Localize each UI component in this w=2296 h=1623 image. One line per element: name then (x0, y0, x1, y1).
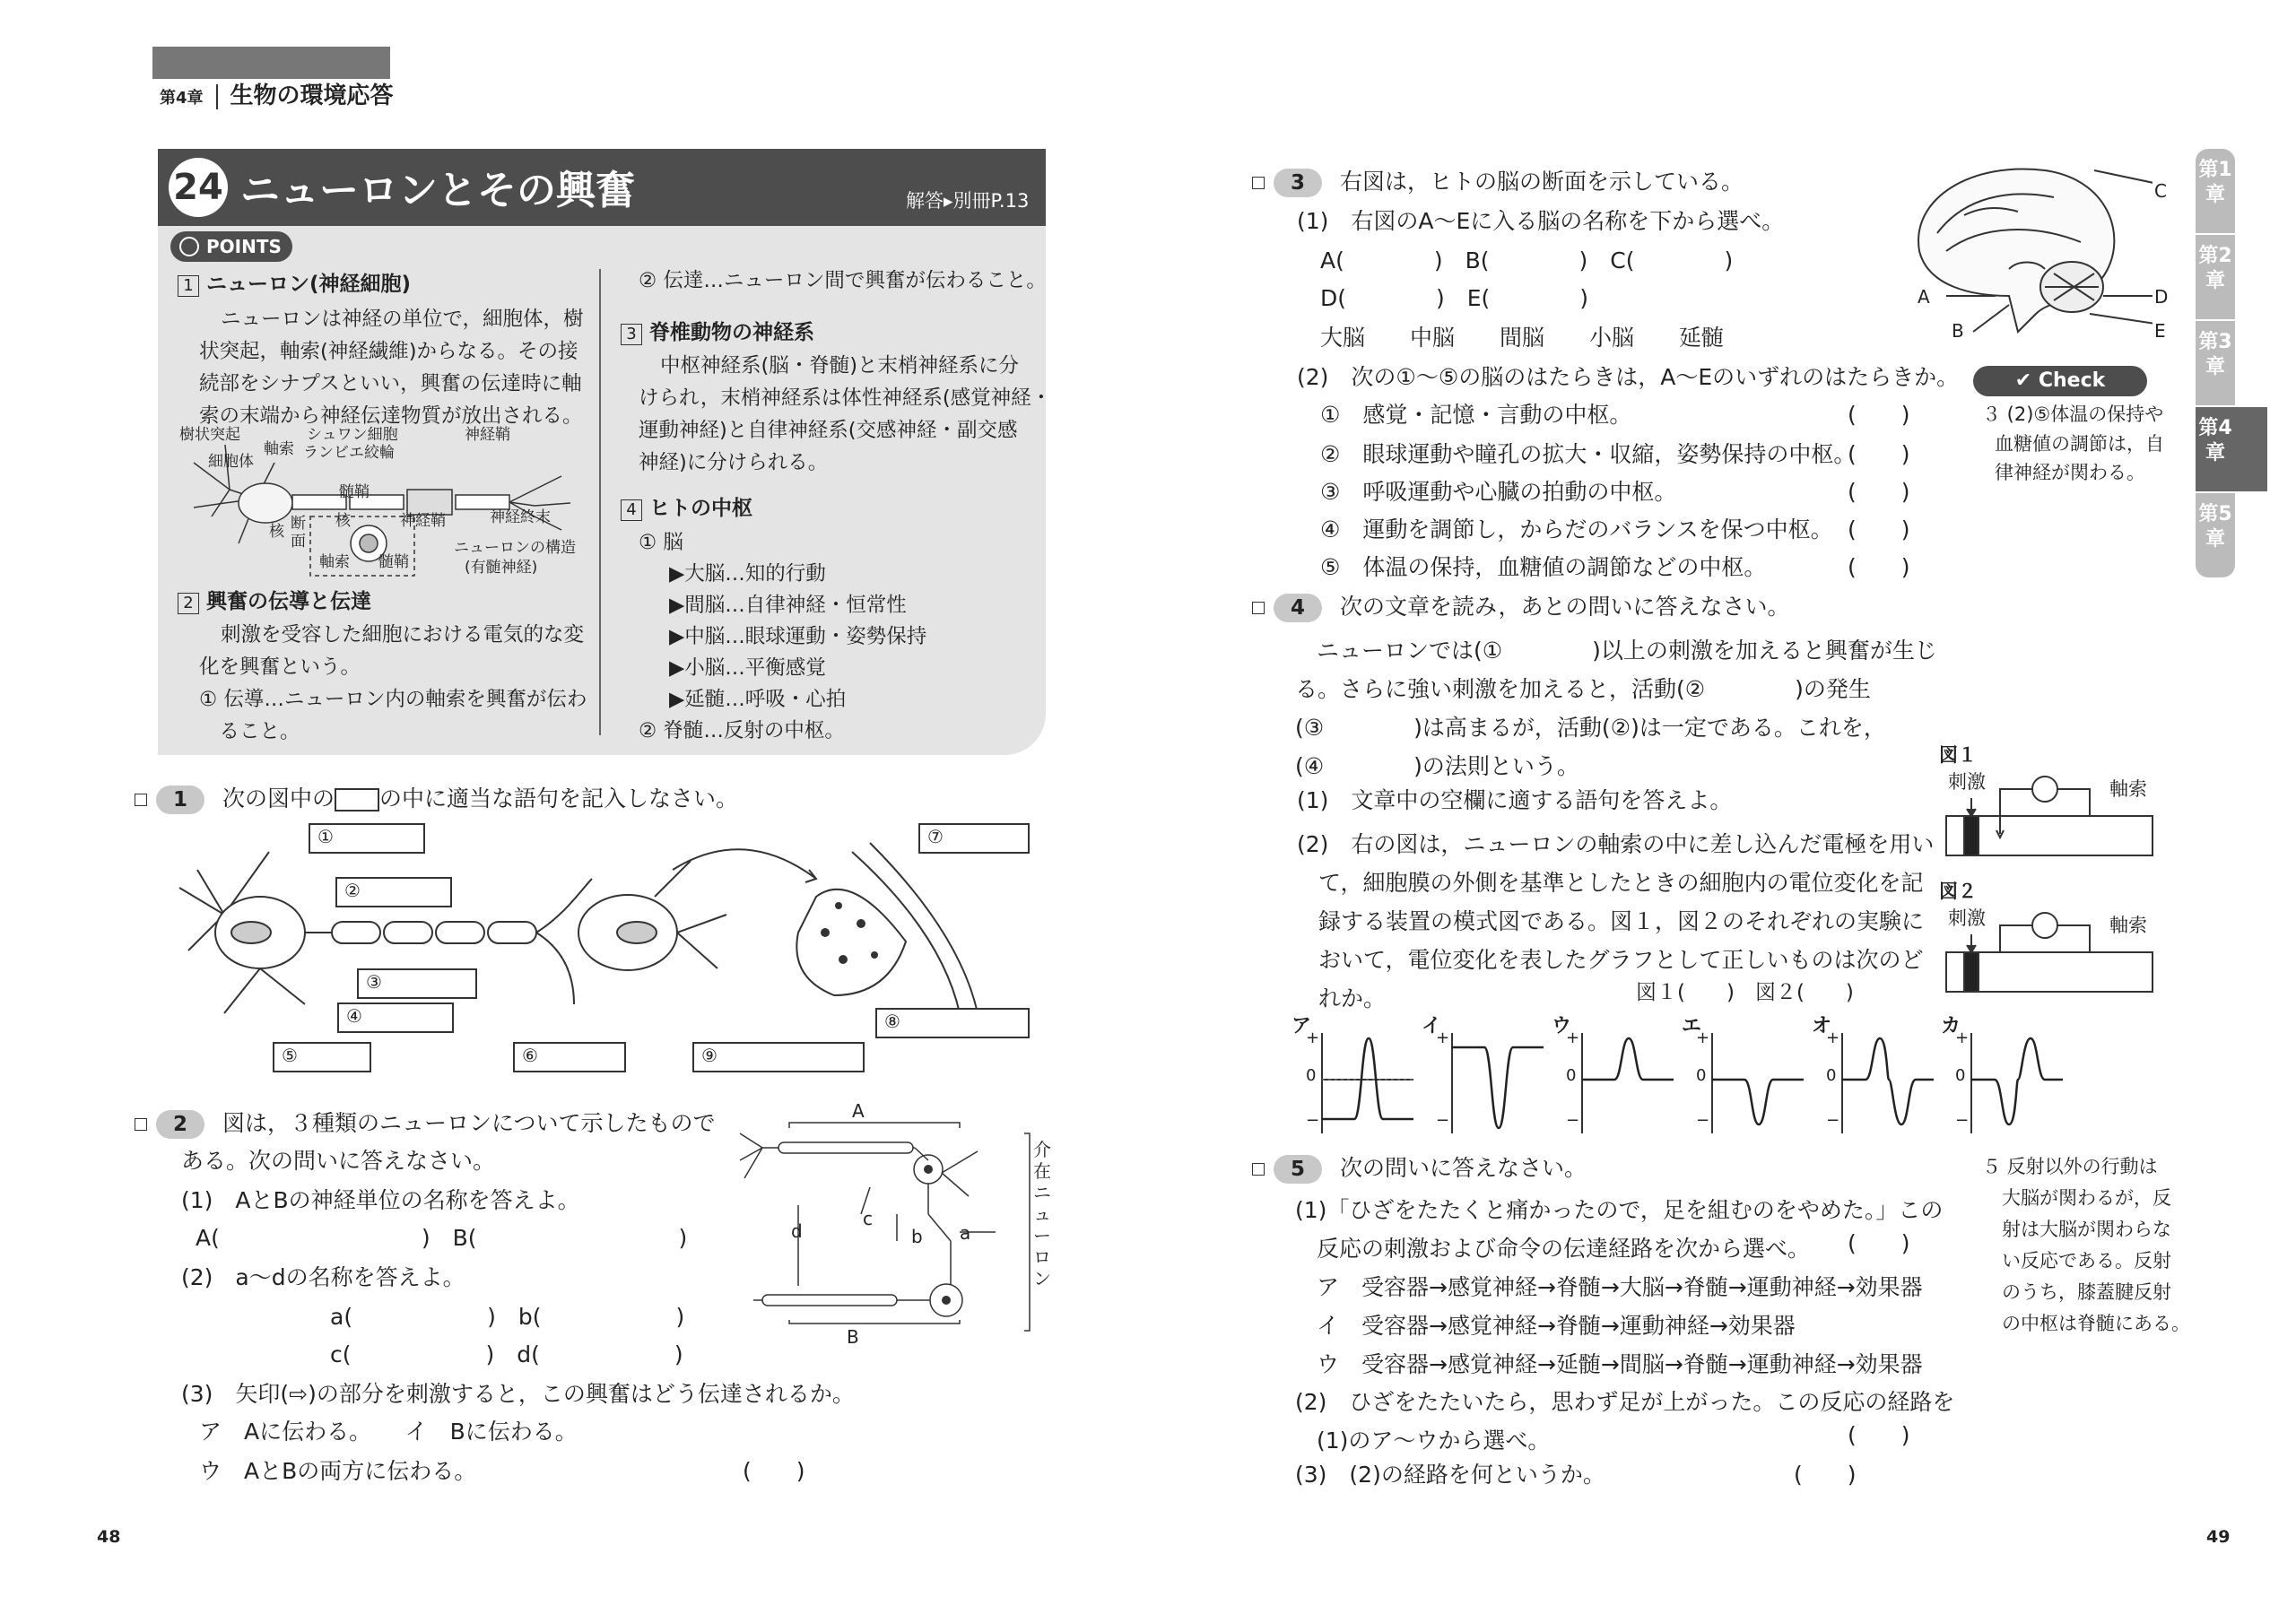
question-2-answer-2cd[interactable]: c( ) d( ) (330, 1341, 683, 1367)
question-5-sub-3: (3) (2)の経路を何というか。 (1295, 1462, 1605, 1488)
graph-o-curve (1839, 1029, 1937, 1137)
tab-chapter-2[interactable]: 第2章 (2196, 235, 2235, 319)
question-4-answer[interactable]: 図１( ) 図２( ) (1636, 981, 1854, 1004)
figure-2-apparatus (1937, 898, 2161, 997)
answer-box-1[interactable]: ① (309, 823, 425, 854)
question-5-sub-2: (2) ひざをたたいたら，思わず足が上がった。この反応の経路を (1)のア～ウから選べ。 (1295, 1389, 1955, 1454)
page-number-right: 49 (2206, 1527, 2231, 1547)
question-3-answer-row-2[interactable]: D( ) E( ) (1320, 285, 1589, 311)
question-2-answer-3[interactable]: ( ) (743, 1458, 805, 1484)
question-3-item-4: ④ 運動を調節し，からだのバランスを保つ中枢。 (1320, 516, 1833, 542)
tab-chapter-3[interactable]: 第3章 (2196, 321, 2235, 405)
graph-e-curve (1709, 1029, 1807, 1137)
question-3-item-5: ⑤ 体温の保持，血糖値の調節などの中枢。 (1320, 554, 1767, 580)
points-section-3-title: 3 脊椎動物の神経系 (621, 319, 814, 347)
question-3-choices: 大脳 中脳 間脳 小脳 延髄 (1320, 325, 1725, 351)
question-2-options-2: ウ AとBの両方に伝わる。 (199, 1458, 477, 1484)
three-neurons-diagram (735, 1115, 1040, 1345)
question-2-sub-1: (1) AとBの神経単位の名称を答えよ。 (181, 1187, 580, 1213)
points-section-4-title: 4 ヒトの中枢 (621, 495, 752, 523)
page-number-left: 48 (97, 1527, 121, 1547)
checkbox-icon (1252, 602, 1265, 614)
answer-box-3[interactable]: ③ (357, 968, 477, 999)
question-2-answer-2ab[interactable]: a( ) b( ) (330, 1304, 685, 1330)
question-2-sub-2: (2) a～dの名称を答えよ。 (181, 1264, 465, 1290)
checkbox-icon (135, 1118, 147, 1131)
question-3-sub-1: (1) 右図のA～Eに入る脳の名称を下から選べ。 (1297, 208, 1785, 234)
tab-chapter-5[interactable]: 第5章 (2196, 493, 2235, 577)
question-2-options-1: ア Aに伝わる。 イ Bに伝わる。 (199, 1419, 578, 1445)
question-3-answer-2[interactable]: ( ) (1848, 441, 1910, 467)
pencil-icon (179, 237, 199, 256)
question-2-answer-1[interactable]: A( ) B( ) (196, 1225, 688, 1251)
answer-reference: 解答▸別冊P.13 (906, 190, 1030, 212)
question-5-answer-3[interactable]: ( ) (1794, 1462, 1857, 1488)
question-3-item-1: ① 感覚・記憶・言動の中枢。 (1320, 402, 1632, 428)
question-5-answer-1[interactable]: ( ) (1848, 1230, 1910, 1256)
points-section-4-text: ① 脳 ▶大脳…知的行動 ▶間脳…自律神経・恒常性 ▶中脳…眼球運動・姿勢保持 ▶小脳…平衡感覚 ▶延髄…呼吸・心拍 ② 脊髄…反射の中枢。 (639, 531, 927, 742)
question-4-passage: ニューロンでは(① )以上の刺激を加えると興奮が生じ る。さらに強い刺激を加えると，活動(② )の発生 (③ )は高まるが，活動(②)は一定である。これを， (④ )の法則という。 (1295, 638, 1937, 779)
question-1-prompt: 1 次の図中の の中に適当な語句を記入しなさい。 (135, 784, 738, 814)
checkbox-icon (1252, 177, 1265, 189)
figure-2-stimulus: 刺激 (1948, 907, 1986, 929)
figure-2-axon: 軸索 (2109, 915, 2147, 936)
question-3-answer-row-1[interactable]: A( ) B( ) C( ) (1320, 247, 1734, 273)
points-divider (599, 269, 601, 735)
question-5-sub-1: (1)「ひざをたたくと痛かったので，足を組むのをやめた。」この 反応の刺激および命令の伝達経路を次から選べ。 (1295, 1197, 1944, 1262)
points-section-2-text: 刺激を受容した細胞における電気的な変 化を興奮という。 ① 伝導…ニューロン内の軸索を興奮が伝わ ること。 (199, 623, 587, 743)
points-section-1-title: 1 ニューロン(神経細胞) (178, 271, 411, 299)
figure-2-label: 図２ (1939, 881, 1977, 902)
graph-u-curve (1578, 1029, 1677, 1137)
points-section-1-text: ニューロンは神経の単位で，細胞体，樹 状突起，軸索(神経繊維)からなる。その接 続部をシナプスといい，興奮の伝達時に軸 索の末端から神経伝達物質が放出される。 (199, 308, 584, 428)
graph-i-curve (1448, 1029, 1547, 1137)
chapter-heading: 第4章 生物の環境応答 (160, 82, 394, 109)
question-3-item-3: ③ 呼吸運動や心臓の拍動の中枢。 (1320, 479, 1677, 505)
tab-chapter-4[interactable]: 第4章 (2196, 407, 2267, 491)
blank-box-icon (335, 788, 379, 812)
answer-box-6[interactable]: ⑥ (513, 1042, 626, 1072)
tab-chapter-1[interactable]: 第1章 (2196, 149, 2235, 233)
question-5-answer-2[interactable]: ( ) (1848, 1422, 1910, 1448)
question-3-sub-2: (2) 次の①～⑤の脳のはたらきは，A～Eのいずれのはたらきか。 (1297, 364, 1960, 390)
figure-1-label: 図１ (1939, 744, 1977, 766)
question-4-sub-2: (2) 右の図は，ニューロンの軸索の中に差し込んだ電極を用い て，細胞膜の外側を基準としたときの細胞内の電位変化を記 録する装置の模式図である。図１，図２のそれぞれの実験に おいて，電位変化を表したグラフとして正しいものは次のど れか。 (1297, 831, 1935, 1011)
lesson-title: ニューロンとその興奮 (240, 168, 635, 213)
check-icon: ✔ (2014, 369, 2039, 392)
figure-1-stimulus: 刺激 (1948, 771, 1986, 793)
figure-1-axon: 軸索 (2109, 778, 2147, 800)
answer-box-5[interactable]: ⑤ (273, 1042, 371, 1072)
check-note-3: ３ (2)⑤体温の保持や 血糖値の調節は，自 律神経が関わる。 (1982, 404, 2164, 484)
question-3-answer-1[interactable]: ( ) (1848, 402, 1910, 428)
chapter-bar (152, 47, 390, 79)
brain-section-diagram (1910, 161, 2152, 341)
question-3-answer-5[interactable]: ( ) (1848, 554, 1910, 580)
check-badge: ✔ Check (1973, 366, 2147, 396)
question-5-prompt: 5 次の問いに答えなさい。 (1252, 1153, 1587, 1184)
answer-box-8[interactable]: ⑧ (875, 1008, 1030, 1038)
neuron-structure-labels: 樹状突起 細胞体 軸索 シュワン細胞 ランビエ絞輪 神経鞘 髄鞘 核 断面 核 神経鞘 軸索 髄鞘 神経終末 ニューロンの構造 (有髄神経) (179, 426, 576, 577)
checkbox-icon (1252, 1163, 1265, 1176)
question-5-options: ア 受容器→感覚神経→脊髄→大脳→脊髄→運動神経→効果器 イ 受容器→感覚神経→脊髄→運動神経→効果器 ウ 受容器→感覚神経→延髄→間脳→脊髄→運動神経→効果器 (1317, 1274, 1923, 1377)
points-section-3-text: 中枢神経系(脳・脊髄)と末梢神経系に分 けられ，末梢神経系は体性神経系(感覚神経・ 運動神経)と自律神経系(交感神経・副交感 神経)に分けられる。 (639, 354, 1052, 474)
question-3-answer-3[interactable]: ( ) (1848, 479, 1910, 505)
answer-box-7[interactable]: ⑦ (918, 823, 1030, 854)
lesson-number: 24 (169, 158, 228, 217)
answer-box-2[interactable]: ② (335, 877, 452, 907)
points-section-2-title: 2 興奮の伝導と伝達 (178, 588, 371, 616)
question-3-answer-4[interactable]: ( ) (1848, 516, 1910, 542)
check-note-5: ５ 反射以外の行動は 大脳が関わるが，反 射は大脳が関わらな い反応である。反射 のうち，膝蓋腱反射 の中枢は脊髄にある。 (1982, 1156, 2190, 1334)
answer-box-9[interactable]: ⑨ (692, 1042, 865, 1072)
question-4-prompt: 4 次の文章を読み，あとの問いに答えなさい。 (1252, 592, 1790, 622)
points-transmission: ② 伝達…ニューロン間で興奮が伝わること。 (639, 269, 1047, 292)
waveform-graphs: ア + 0 − イ + − ウ + 0 − エ + 0 − オ + 0 − (1292, 1013, 1973, 1148)
graph-a-curve (1318, 1029, 1417, 1137)
question-3-prompt: 3 右図は，ヒトの脳の断面を示している。 (1252, 167, 1744, 197)
graph-ka-curve (1968, 1029, 2066, 1137)
question-2-prompt-cont: ある。次の問いに答えなさい。 (181, 1148, 496, 1174)
question-2-sub-3: (3) 矢印(⇨)の部分を刺激すると，この興奮はどう伝達されるか。 (181, 1381, 855, 1407)
points-badge: POINTS (170, 231, 292, 262)
answer-box-4[interactable]: ④ (337, 1002, 454, 1033)
question-2-prompt: 2 図は，３種類のニューロンについて示したもので (135, 1108, 716, 1139)
question-3-item-2: ② 眼球運動や瞳孔の拡大・収縮，姿勢保持の中枢。 (1320, 441, 1857, 467)
figure-1-apparatus (1937, 762, 2161, 861)
checkbox-icon (135, 794, 147, 806)
question-4-sub-1: (1) 文章中の空欄に適する語句を答えよ。 (1297, 787, 1733, 813)
